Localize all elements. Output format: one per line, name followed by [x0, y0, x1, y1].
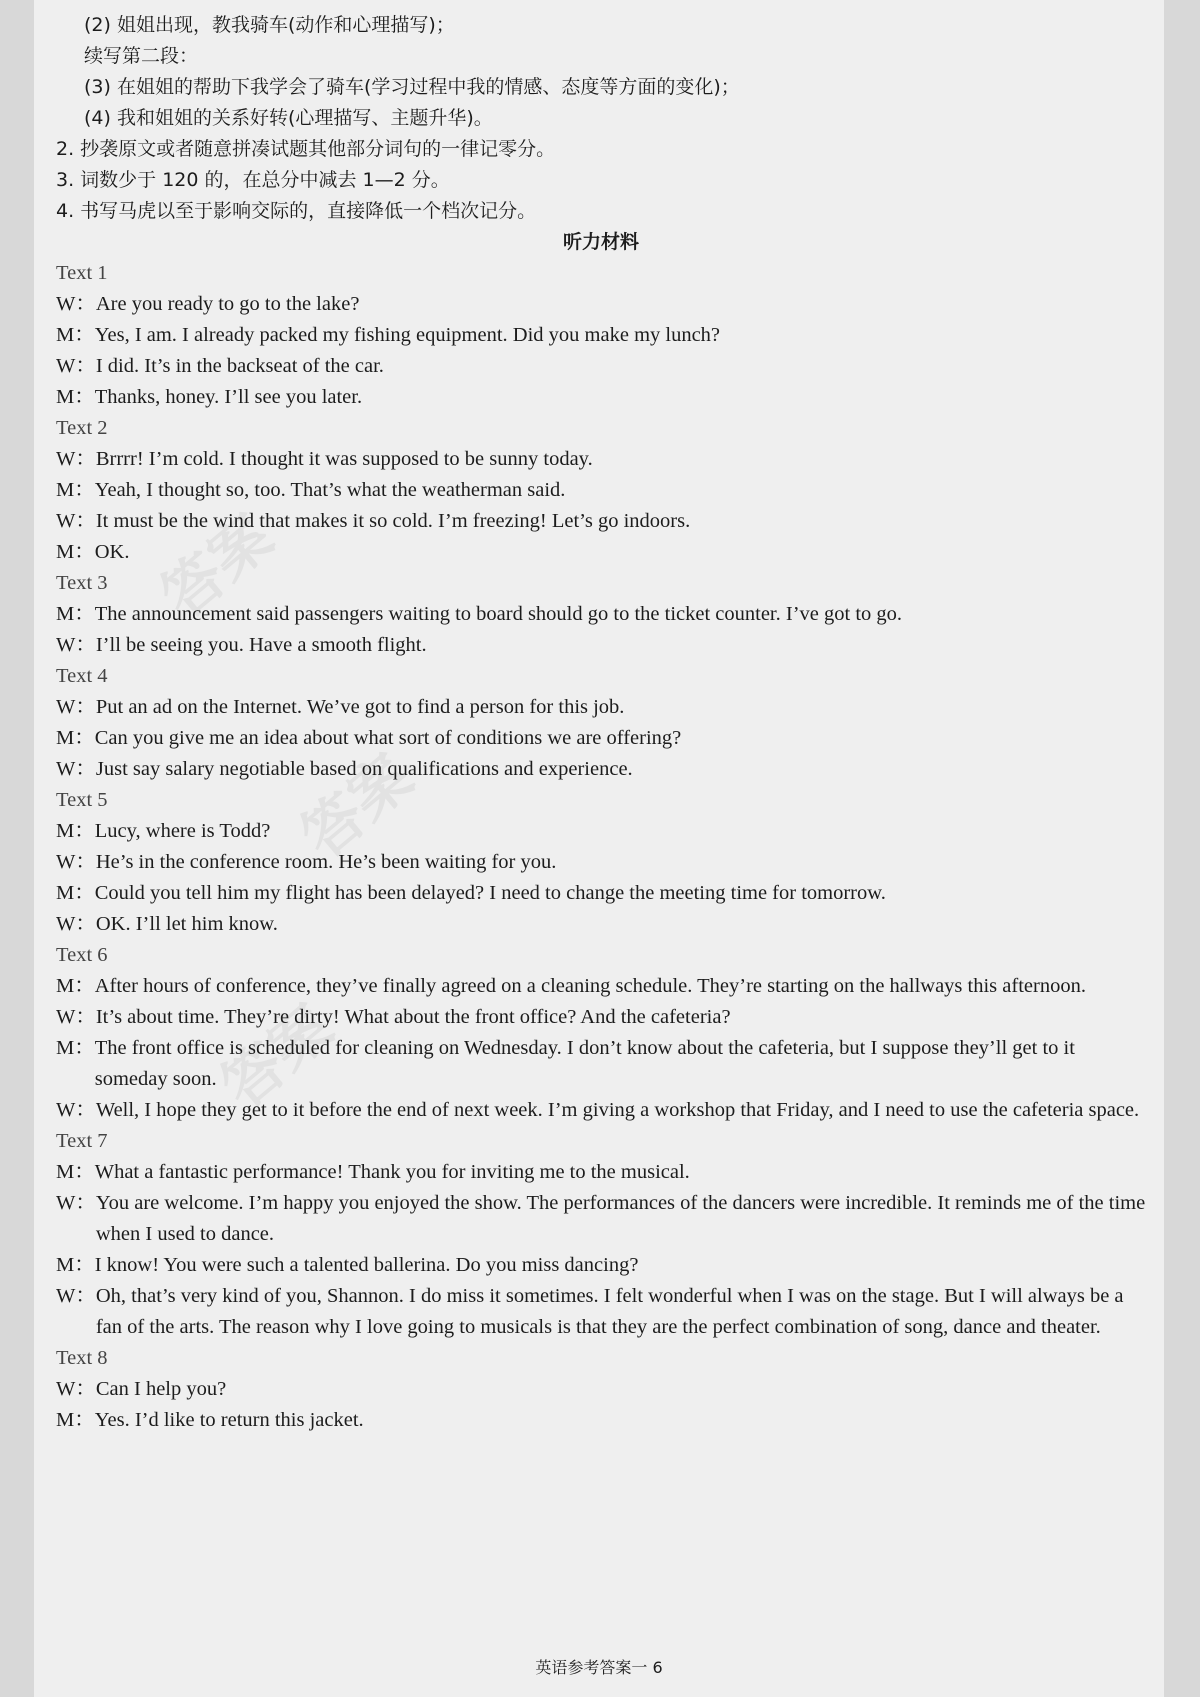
dialogue-text: Are you ready to go to the lake?: [95, 293, 360, 315]
dialogue-text: OK.: [94, 541, 130, 563]
dialogue-text: Put an ad on the Internet. We’ve got to find a person for this job.: [95, 696, 625, 718]
dialogue-text: Yeah, I thought so, too. That’s what the weatherman said.: [94, 479, 566, 501]
dialogue-text: Can I help you?: [95, 1378, 227, 1400]
text-label: Text 2: [56, 417, 108, 439]
speaker-label: W：: [56, 1378, 96, 1400]
dialogue-turn: [56, 847, 1146, 878]
dialogue-turn: [56, 816, 1146, 847]
speaker-label: M：: [56, 727, 95, 749]
text-label: Text 1: [56, 262, 108, 284]
dialogue-turn: [56, 971, 1146, 1002]
dialogue-text: Could you tell him my flight has been delayed? I need to change the meeting time for tomorrow.: [94, 882, 886, 904]
rule-item: 3. 词数少于 120 的，在总分中减去 1—2 分。: [56, 169, 450, 191]
rule-item: 2. 抄袭原文或者随意拼凑试题其他部分词句的一律记零分。: [56, 138, 556, 160]
dialogue-turn: [56, 1095, 1146, 1126]
dialogue-turn: [56, 444, 1146, 475]
dialogue-turn: [56, 754, 1146, 785]
dialogue-text: The announcement said passengers waiting to board should go to the ticket counter. I’ve got to go.: [94, 603, 903, 625]
speaker-label: W：: [56, 510, 96, 532]
dialogue-turn: [56, 1157, 1146, 1188]
watermark: 答案: [208, 991, 346, 1123]
speaker-label: W：: [56, 696, 96, 718]
speaker-label: M：: [56, 820, 95, 842]
speaker-label: W：: [56, 1099, 96, 1121]
dialogue-turn: [56, 630, 1146, 661]
dialogue-turn: [56, 1033, 1146, 1095]
watermark: 答案: [288, 741, 426, 873]
speaker-label: W：: [56, 851, 96, 873]
speaker-label: W：: [56, 634, 96, 656]
dialogue-text: Well, I hope they get to it before the end of next week. I’m giving a workshop that Friday, and I need to use the cafeteria space.: [95, 1099, 1140, 1121]
dialogue-turn: [56, 1281, 1146, 1343]
dialogue-text: I did. It’s in the backseat of the car.: [95, 355, 384, 377]
page-footer: 英语参考答案一 6: [535, 1658, 663, 1677]
speaker-label: W：: [56, 448, 96, 470]
dialogue-text: Brrrr! I’m cold. I thought it was supposed to be sunny today.: [95, 448, 593, 470]
dialogue-text: It’s about time. They’re dirty! What about the front office? And the cafeteria?: [95, 1006, 731, 1028]
text-label: Text 5: [56, 789, 108, 811]
speaker-label: M：: [56, 603, 95, 625]
section-title: 听力材料: [562, 231, 639, 253]
dialogue-text: I’ll be seeing you. Have a smooth flight.: [95, 634, 427, 656]
text-label: Text 3: [56, 572, 108, 594]
speaker-label: M：: [56, 541, 95, 563]
dialogue-text: Just say salary negotiable based on qualifications and experience.: [95, 758, 633, 780]
dialogue-turn: [56, 537, 1146, 568]
dialogue-turn: [56, 382, 1146, 413]
dialogue-text: Oh, that’s very kind of you, Shannon. I do miss it sometimes. I felt wonderful when I was on the stage. But I will always be a fan of the arts. The reason why I love going to musicals is that they are the perfect combination of song, dance and theater.: [95, 1285, 1124, 1338]
dialogue-text: He’s in the conference room. He’s been waiting for you.: [95, 851, 557, 873]
speaker-label: W：: [56, 355, 96, 377]
speaker-label: M：: [56, 975, 95, 997]
speaker-label: W：: [56, 293, 96, 315]
speaker-label: M：: [56, 1409, 95, 1431]
dialogue-text: Lucy, where is Todd?: [94, 820, 271, 842]
speaker-label: M：: [56, 1254, 95, 1276]
dialogue-turn: [56, 289, 1146, 320]
outline-item: (3) 在姐姐的帮助下我学会了骑车(学习过程中我的情感、态度等方面的变化)；: [84, 76, 740, 98]
dialogue-text: Thanks, honey. I’ll see you later.: [94, 386, 363, 408]
outline-item: (4) 我和姐姐的关系好转(心理描写、主题升华)。: [84, 107, 493, 129]
dialogue-turn: [56, 692, 1146, 723]
speaker-label: W：: [56, 1192, 96, 1214]
watermark: 答案: [148, 501, 286, 633]
dialogue-turn: [56, 1002, 1146, 1033]
speaker-label: W：: [56, 913, 96, 935]
dialogue-turn: [56, 1188, 1146, 1250]
text-label: Text 8: [56, 1347, 108, 1369]
rule-item: 4. 书写马虎以至于影响交际的，直接降低一个档次记分。: [56, 200, 537, 222]
dialogue-text: OK. I’ll let him know.: [95, 913, 278, 935]
dialogue-text: You are welcome. I’m happy you enjoyed the show. The performances of the dancers were incredible. It reminds me of the time when I used to dance.: [95, 1192, 1146, 1245]
dialogue-text: I know! You were such a talented ballerina. Do you miss dancing?: [94, 1254, 639, 1276]
dialogue-text: Yes. I’d like to return this jacket.: [94, 1409, 364, 1431]
speaker-label: W：: [56, 1285, 96, 1307]
speaker-label: M：: [56, 1161, 95, 1183]
outline-item: (2) 姐姐出现，教我骑车(动作和心理描写)；: [84, 14, 455, 36]
listening-texts: [56, 258, 1146, 1436]
dialogue-turn: [56, 723, 1146, 754]
speaker-label: M：: [56, 882, 95, 904]
dialogue-turn: [56, 351, 1146, 382]
text-label: Text 7: [56, 1130, 108, 1152]
dialogue-turn: [56, 506, 1146, 537]
dialogue-text: The front office is scheduled for cleaning on Wednesday. I don’t know about the cafeteria, but I suppose they’ll get to it someday soon.: [94, 1037, 1075, 1090]
dialogue-turn: [56, 475, 1146, 506]
dialogue-text: Can you give me an idea about what sort of conditions we are offering?: [94, 727, 682, 749]
dialogue-text: After hours of conference, they’ve finally agreed on a cleaning schedule. They’re starting on the hallways this afternoon.: [94, 975, 1086, 997]
dialogue-turn: [56, 878, 1146, 909]
dialogue-turn: [56, 1250, 1146, 1281]
outline-item: 续写第二段：: [84, 45, 199, 67]
document-content: [56, 10, 1146, 1436]
dialogue-text: What a fantastic performance! Thank you for inviting me to the musical.: [94, 1161, 690, 1183]
text-label: Text 4: [56, 665, 108, 687]
dialogue-turn: [56, 1374, 1146, 1405]
speaker-label: M：: [56, 324, 95, 346]
speaker-label: W：: [56, 1006, 96, 1028]
speaker-label: M：: [56, 386, 95, 408]
dialogue-turn: [56, 320, 1146, 351]
dialogue-text: It must be the wind that makes it so cold. I’m freezing! Let’s go indoors.: [95, 510, 691, 532]
speaker-label: M：: [56, 1037, 95, 1059]
dialogue-turn: [56, 1405, 1146, 1436]
text-label: Text 6: [56, 944, 108, 966]
dialogue-text: Yes, I am. I already packed my fishing equipment. Did you make my lunch?: [94, 324, 721, 346]
speaker-label: M：: [56, 479, 95, 501]
dialogue-turn: [56, 909, 1146, 940]
dialogue-turn: [56, 599, 1146, 630]
speaker-label: W：: [56, 758, 96, 780]
document-page: [34, 0, 1164, 1697]
